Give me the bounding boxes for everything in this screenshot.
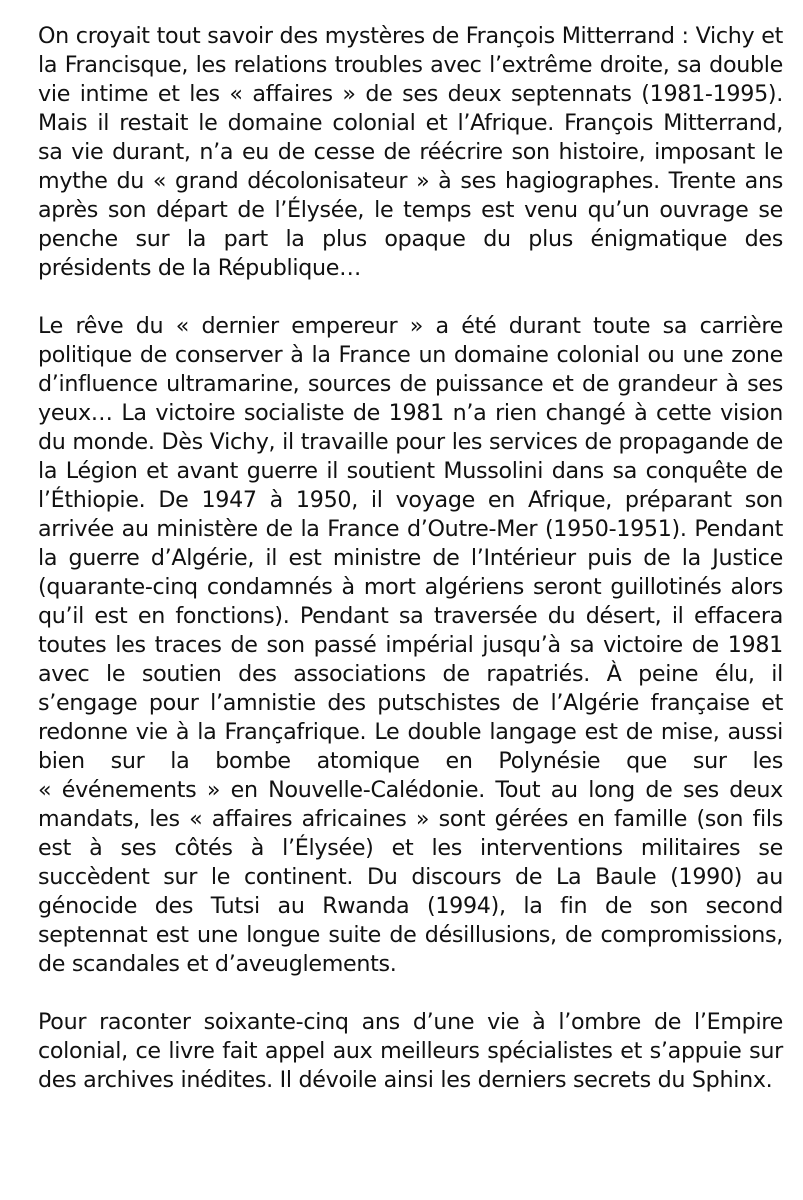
back-cover-text [38, 22, 783, 1095]
paragraph-intro: On croyait tout savoir des mystères de François Mitterrand : Vichy et la Francisque, les relations troubles avec l’extrême droite, sa double vie intime et les « affaires » de ses deux septennats (1981-1995). Mais il restait le domaine colonial et l’Afrique. François Mitterrand, sa vie durant, n’a eu de cesse de réécrire son histoire, imposant le mythe du « grand décolonisateur » à ses hagiographes. Trente ans après son départ de l’Élysée, le temps est venu qu’un ouvrage se penche sur la part la plus opaque du plus énigmatique des présidents de la République… [38, 23, 783, 281]
paragraph-conclusion: Pour raconter soixante-cinq ans d’une vie à l’ombre de l’Empire colonial, ce livre fait appel aux meilleurs spécialistes et s’appuie sur des archives inédites. Il dévoile ainsi les derniers secrets du Sphinx. [38, 1009, 783, 1093]
paragraph-body: Le rêve du « dernier empereur » a été durant toute sa carrière politique de conserver à la France un domaine colonial ou une zone d’influence ultramarine, sources de puissance et de grandeur à ses yeux… La victoire socialiste de 1981 n’a rien changé à cette vision du monde. Dès Vichy, il travaille pour les services de propagande de la Légion et avant guerre il soutient Mussolini dans sa conquête de l’Éthiopie. De 1947 à 1950, il voyage en Afrique, préparant son arrivée au ministère de la France d’Outre-Mer (1950-1951). Pendant la guerre d’Algérie, il est ministre de l’Intérieur puis de la Justice (quarante-cinq condamnés à mort algériens seront guillotinés alors qu’il est en fonctions). Pendant sa traversée du désert, il effacera toutes les traces de son passé impérial jusqu’à sa victoire de 1981 avec le soutien des associations de rapatriés. À peine élu, il s’engage pour l’amnistie des putschistes de l’Algérie française et redonne vie à la Françafrique. Le double langage est de mise, aussi bien sur la bombe atomique en Polynésie que sur les « événements » en Nouvelle-Calédonie. Tout au long de ses deux mandats, les « affaires africaines » sont gérées en famille (son fils est à ses côtés à l’Élysée) et les interventions militaires se succèdent sur le continent. Du discours de La Baule (1990) au génocide des Tutsi au Rwanda (1994), la fin de son second septennat est une longue suite de désillusions, de compromissions, de scandales et d’aveuglements. [38, 313, 783, 977]
